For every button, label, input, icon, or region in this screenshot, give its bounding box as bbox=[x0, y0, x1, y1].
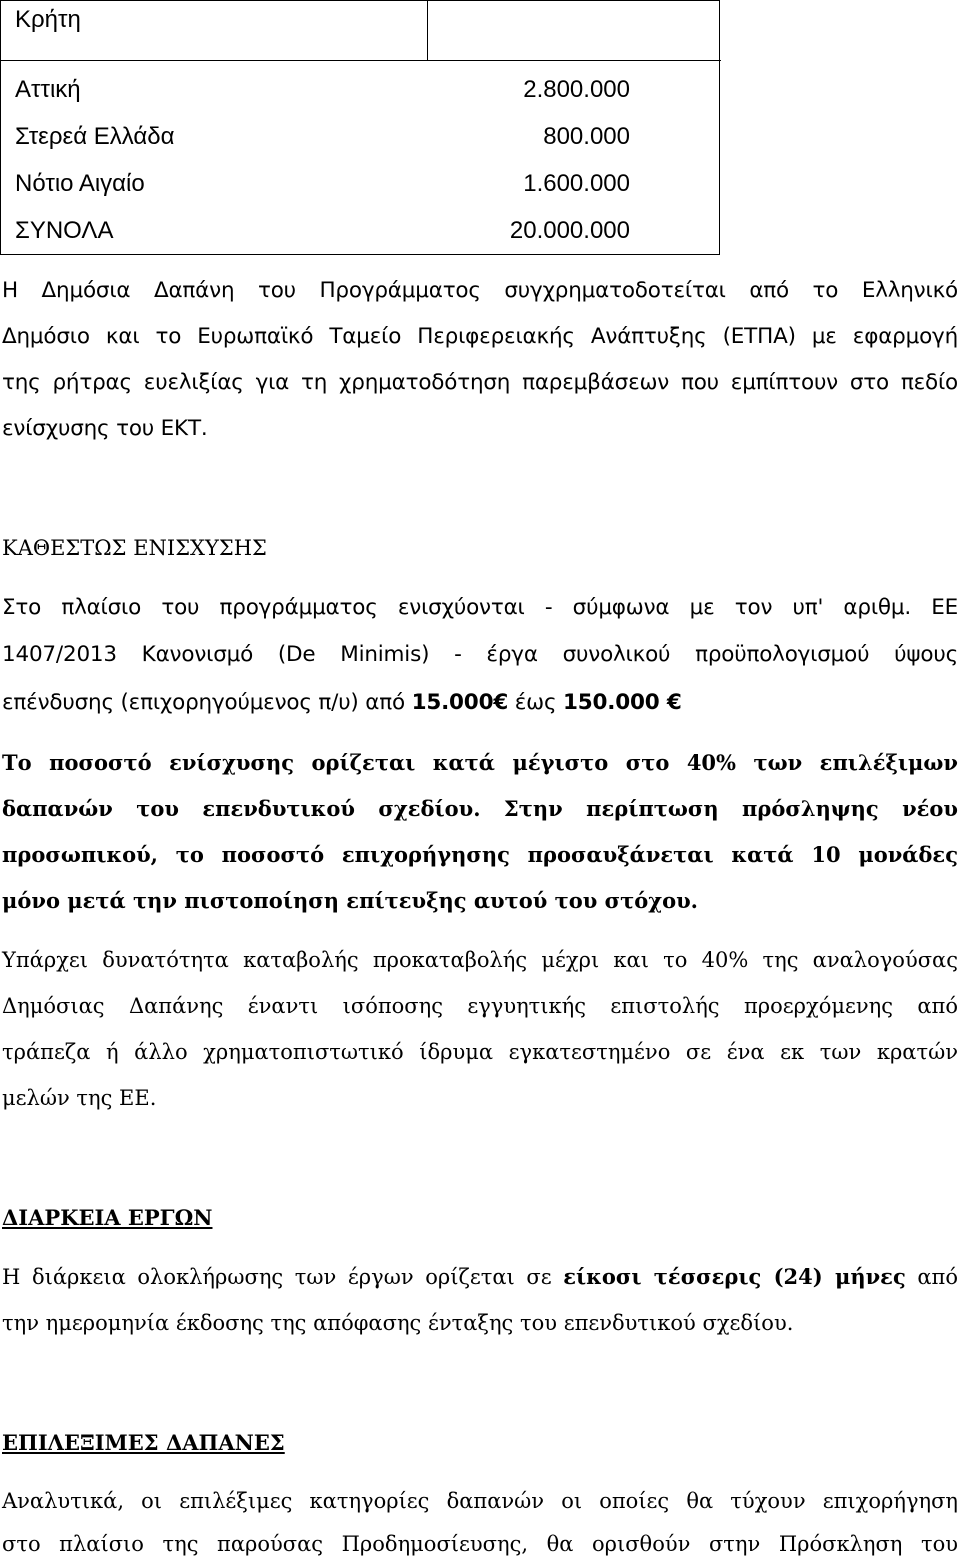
table-divider bbox=[1, 60, 721, 61]
budget-table bbox=[0, 0, 720, 255]
funding-line: της ρήτρας ευελιξίας για τη χρηματοδότηση παρεμβάσεων που εμπίπτουν στο πεδίο bbox=[2, 370, 958, 395]
table-row-name: Στερεά Ελλάδα bbox=[15, 123, 175, 150]
table-row-value: 1.600.000 bbox=[523, 170, 630, 197]
duration-suffix: από bbox=[905, 1265, 959, 1289]
bold-line: Το ποσοστό ενίσχυσης ορίζεται κατά μέγιστο στο 40% των επιλέξιμων bbox=[2, 750, 958, 775]
table-row-crete: Κρήτη bbox=[15, 6, 81, 33]
max-amount: 150.000 bbox=[563, 690, 660, 715]
min-amount: 15.000 bbox=[411, 690, 494, 715]
duration-line bbox=[2, 1264, 958, 1289]
funding-line: Δημόσιο και το Ευρωπαϊκό Ταμείο Περιφερειακής Ανάπτυξης (ΕΤΠΑ) με εφαρμογή bbox=[2, 324, 958, 349]
duration-heading: ΔΙΑΡΚΕΙΑ ΕΡΓΩΝ bbox=[2, 1205, 213, 1230]
advance-line: Υπάρχει δυνατότητα καταβολής προκαταβολής μέχρι και το 40% της αναλογούσας bbox=[2, 948, 958, 972]
duration-prefix: Η διάρκεια ολοκλήρωσης των έργων ορίζεται σε bbox=[2, 1265, 564, 1289]
table-total-label: ΣΥΝΟΛΑ bbox=[15, 217, 114, 244]
table-row-name: Αττική bbox=[15, 76, 81, 103]
to-word: έως bbox=[508, 690, 564, 715]
advance-line: μελών της ΕΕ. bbox=[2, 1086, 157, 1110]
table-row-value: 2.800.000 bbox=[523, 76, 630, 103]
aid-line: Στο πλαίσιο του προγράμματος ενισχύονται - σύμφωνα με τον υπ' αριθμ. ΕΕ bbox=[2, 595, 958, 620]
bold-line: μόνο μετά την πιστοποίηση επίτευξης αυτού του στόχου. bbox=[2, 888, 698, 913]
advance-line: τράπεζα ή άλλο χρηματοπιστωτικό ίδρυμα εγκατεστημένο σε ένα εκ των κρατών bbox=[2, 1040, 958, 1064]
table-row-value: 800.000 bbox=[543, 123, 630, 150]
eligible-line: στο πλαίσιο της παρούσας Προδημοσίευσης, θα ορισθούν στην Πρόσκληση του bbox=[2, 1532, 958, 1556]
aid-heading: ΚΑΘΕΣΤΩΣ ΕΝΙΣΧΥΣΗΣ bbox=[2, 536, 267, 560]
table-row-name: Νότιο Αιγαίο bbox=[15, 170, 145, 197]
funding-line: ενίσχυσης του ΕΚΤ. bbox=[2, 416, 208, 441]
bold-line: προσωπικού, το ποσοστό επιχορήγησης προσαυξάνεται κατά 10 μονάδες bbox=[2, 842, 958, 867]
funding-line: Η Δημόσια Δαπάνη του Προγράμματος συγχρηματοδοτείται από το Ελληνικό bbox=[2, 278, 958, 303]
eligible-heading: ΕΠΙΛΕΞΙΜΕΣ ΔΑΠΑΝΕΣ bbox=[2, 1430, 285, 1455]
aid-line-prefix: επένδυσης (επιχορηγούμενος π/υ) από bbox=[2, 690, 412, 715]
aid-line: 1407/2013 Κανονισμό (De Minimis) - έργα συνολικού προϋπολογισμού ύψους bbox=[2, 642, 958, 667]
advance-line: Δημόσιας Δαπάνης έναντι ισόποσης εγγυητικής επιστολής προερχόμενης από bbox=[2, 994, 958, 1018]
table-total-value: 20.000.000 bbox=[509, 217, 630, 244]
duration-line: την ημερομηνία έκδοσης της απόφασης ένταξης του επενδυτικού σχεδίου. bbox=[2, 1311, 794, 1335]
duration-months: είκοσι τέσσερις (24) μήνες bbox=[563, 1264, 906, 1289]
table-divider bbox=[427, 1, 428, 61]
aid-line bbox=[2, 690, 682, 715]
euro-sign: € bbox=[493, 690, 509, 715]
euro-sign: € bbox=[666, 690, 682, 715]
bold-line: δαπανών του επενδυτικού σχεδίου. Στην περίπτωση πρόσληψης νέου bbox=[2, 796, 958, 821]
eligible-line: Αναλυτικά, οι επιλέξιμες κατηγορίες δαπανών οι οποίες θα τύχουν επιχορήγηση bbox=[2, 1489, 958, 1513]
